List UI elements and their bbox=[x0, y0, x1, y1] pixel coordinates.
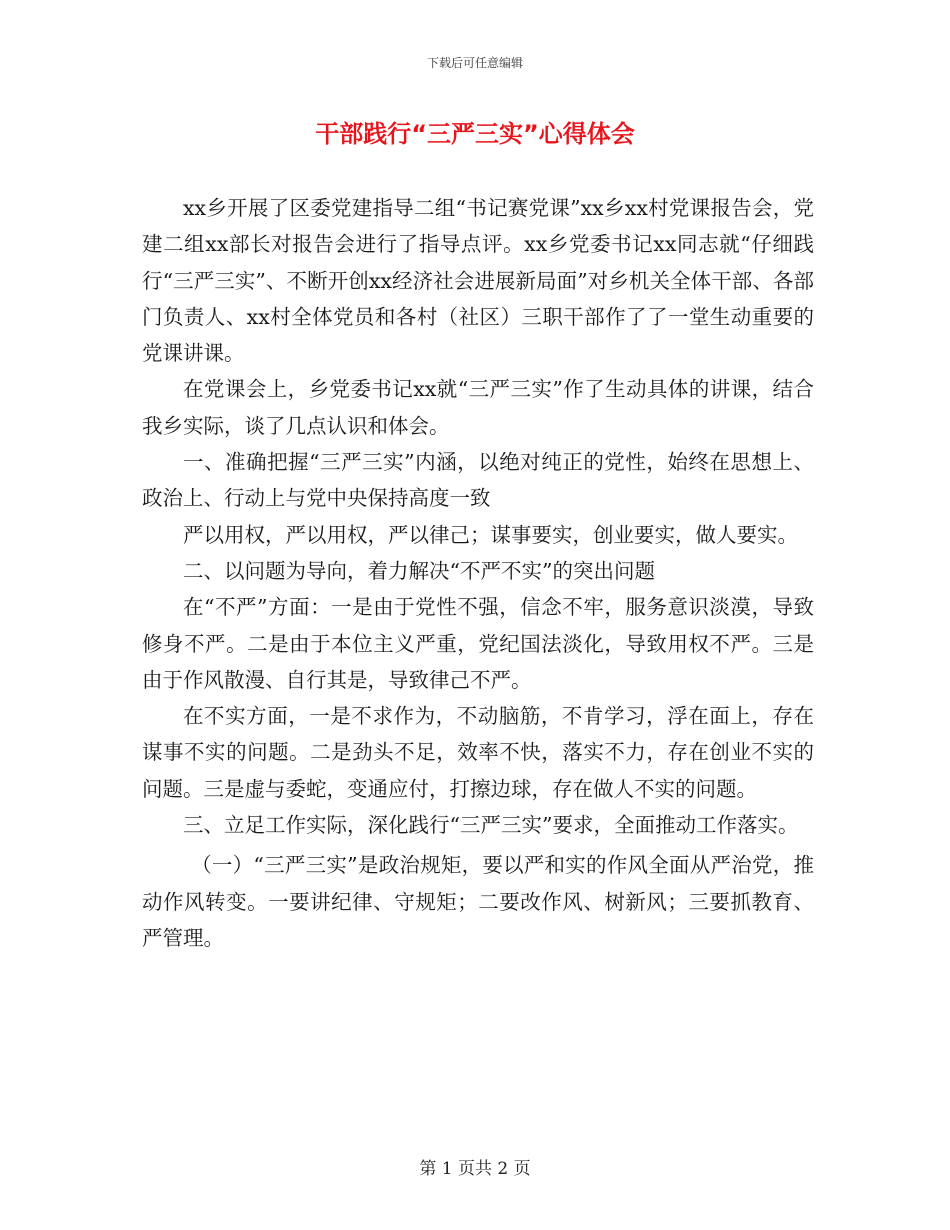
paragraph: xx乡开展了区委党建指导二组“书记赛党课”xx乡xx村党课报告会，党建二组xx部长对报告会进行了指导点评。xx乡党委书记xx同志就“仔细践行“三严三实”、不断开创xx经济社会进展新局面”对乡机关全体干部、各部门负责人、xx村全体党员和各村（社区）三职干部作了了一堂生动重要的党课讲课。 bbox=[142, 196, 814, 366]
paragraph: 在党课会上，乡党委书记xx就“三严三实”作了生动具体的讲课，结合我乡实际，谈了几点认识和体会。 bbox=[142, 377, 814, 438]
paragraph: 在“不严”方面：一是由于党性不强，信念不牢，服务意识淡漠，导致修身不严。二是由于本位主义严重，党纪国法淡化，导致用权不严。三是由于作风散漫、自行其是，导致律己不严。 bbox=[142, 595, 814, 692]
page-header: 下载后可任意编辑 bbox=[426, 56, 523, 70]
document-title: 干部践行“三严三实”心得体会 bbox=[315, 120, 635, 148]
section-heading: 二、以问题为导向，着力解决“不严不实”的突出问题 bbox=[183, 558, 655, 583]
paragraph: 严以用权，严以用权，严以律己；谋事要实，创业要实，做人要实。 bbox=[183, 522, 798, 547]
document-body bbox=[142, 190, 814, 956]
page-footer: 第 1 页共 2 页 bbox=[419, 1159, 531, 1179]
section-heading: 一、准确把握“三严三实”内涵，以绝对纯正的党性，始终在思想上、政治上、行动上与党中央保持高度一致 bbox=[142, 450, 814, 511]
paragraph: 在不实方面，一是不求作为，不动脑筋，不肯学习，浮在面上，存在谋事不实的问题。二是劲头不足，效率不快，落实不力，存在创业不实的问题。三是虚与委蛇，变通应付，打擦边球，存在做人不实的问题。 bbox=[142, 704, 814, 801]
section-heading: 三、立足工作实际，深化践行“三严三实”要求，全面推动工作落实。 bbox=[183, 813, 799, 838]
subsection-paragraph: （一）“三严三实”是政治规矩，要以严和实的作风全面从严治党，推动作风转变。一要讲纪律、守规矩；二要改作风、树新风；三要抓教育、严管理。 bbox=[142, 853, 814, 950]
